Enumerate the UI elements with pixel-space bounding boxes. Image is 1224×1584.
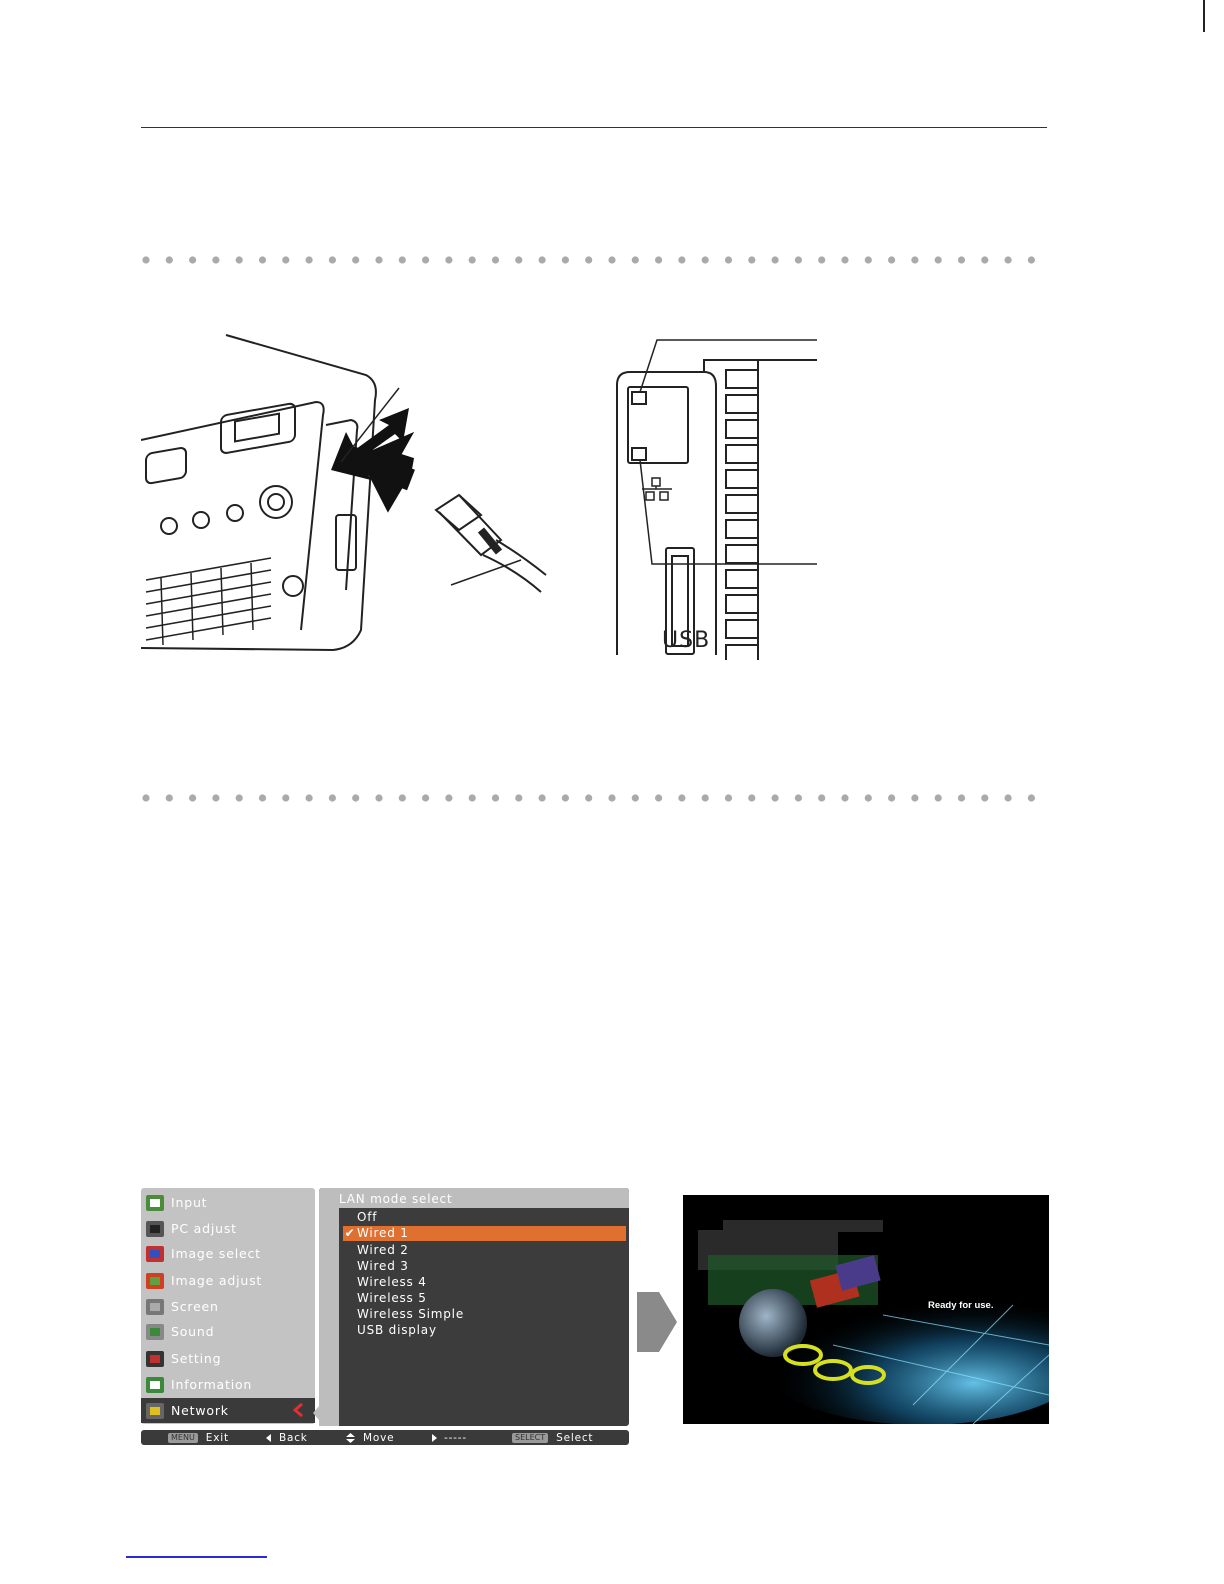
- separator-dot: [981, 256, 988, 263]
- separator-dot: [981, 794, 988, 801]
- menu-item-label: Sound: [171, 1324, 215, 1339]
- separator-dot: [236, 794, 243, 801]
- separator-dot: [958, 256, 965, 263]
- separator-dot: [841, 794, 848, 801]
- separator-dot: [725, 794, 732, 801]
- separator-dot: [306, 256, 313, 263]
- separator-dot: [352, 256, 359, 263]
- screen-icon: [145, 1297, 165, 1317]
- submenu-item-wireless-simple[interactable]: [343, 1307, 626, 1322]
- menu-item-label: Image select: [171, 1246, 261, 1261]
- separator-dot: [678, 256, 685, 263]
- menu-item-information[interactable]: [141, 1372, 315, 1397]
- submenu-panel: [319, 1188, 629, 1426]
- separator-dot: [445, 794, 452, 801]
- select-key-tag: SELECT: [512, 1433, 548, 1443]
- move-hint[interactable]: [346, 1430, 394, 1445]
- submenu-title: LAN mode select: [339, 1192, 453, 1206]
- separator-dot: [818, 256, 825, 263]
- separator-dot: [1028, 794, 1035, 801]
- separator-dot: [655, 794, 662, 801]
- submenu-item-label: USB display: [357, 1323, 437, 1337]
- menu-item-label: Image adjust: [171, 1273, 263, 1288]
- submenu-header: [319, 1188, 629, 1208]
- separator-dot: [375, 794, 382, 801]
- separator-dot: [375, 256, 382, 263]
- next-hint[interactable]: [430, 1430, 467, 1445]
- separator-dot: [515, 256, 522, 263]
- separator-dot: [841, 256, 848, 263]
- separator-dot: [702, 256, 709, 263]
- triangle-left-icon: [265, 1434, 273, 1442]
- separator-dot: [1005, 794, 1012, 801]
- separator-dot: [492, 794, 499, 801]
- select-label: Select: [556, 1431, 594, 1444]
- separator-dot: [725, 256, 732, 263]
- submenu-item-wireless-4[interactable]: [343, 1275, 626, 1290]
- separator-dot: [259, 256, 266, 263]
- separator-dot: [539, 794, 546, 801]
- dotted-separator-top: [141, 255, 1051, 265]
- triangle-right-icon: [430, 1434, 438, 1442]
- dotted-separator-bottom: [141, 793, 1051, 803]
- pc-adjust-icon: [145, 1219, 165, 1239]
- ready-message: Ready for use.: [928, 1300, 994, 1311]
- separator-dot: [422, 794, 429, 801]
- separator-dot: [1028, 256, 1035, 263]
- menu-item-label: Network: [171, 1403, 229, 1418]
- up-down-arrows-icon: [346, 1433, 355, 1443]
- menu-item-label: PC adjust: [171, 1221, 237, 1236]
- separator-dot: [772, 256, 779, 263]
- sound-icon: [145, 1322, 165, 1342]
- separator-dot: [236, 256, 243, 263]
- separator-dot: [818, 794, 825, 801]
- menu-item-label: Input: [171, 1195, 208, 1210]
- separator-dot: [678, 794, 685, 801]
- separator-dot: [958, 794, 965, 801]
- separator-dot: [772, 794, 779, 801]
- separator-dot: [212, 256, 219, 263]
- separator-dot: [702, 794, 709, 801]
- next-label: -----: [444, 1431, 467, 1444]
- separator-dot: [329, 794, 336, 801]
- ready-screen-artwork: [683, 1195, 1049, 1424]
- chevron-left-icon: [293, 1403, 303, 1417]
- menu-item-setting[interactable]: [141, 1346, 315, 1371]
- submenu-item-wireless-5[interactable]: [343, 1291, 626, 1306]
- separator-dot: [469, 256, 476, 263]
- separator-dot: [585, 794, 592, 801]
- main-menu-panel: [141, 1188, 315, 1424]
- projector-rear-illustration: [141, 330, 561, 660]
- menu-key-tag: MENU: [168, 1433, 198, 1443]
- separator-dot: [399, 794, 406, 801]
- submenu-item-label: Wired 3: [357, 1259, 409, 1273]
- separator-dot: [189, 256, 196, 263]
- submenu-item-wired-2[interactable]: [343, 1243, 626, 1258]
- separator-dot: [911, 256, 918, 263]
- separator-dot: [562, 794, 569, 801]
- move-label: Move: [363, 1431, 395, 1444]
- submenu-item-label: Wireless 4: [357, 1275, 427, 1289]
- select-hint[interactable]: [512, 1430, 593, 1445]
- separator-dot: [469, 794, 476, 801]
- separator-dot: [399, 256, 406, 263]
- check-icon: ✔: [344, 1226, 356, 1240]
- separator-dot: [655, 256, 662, 263]
- header-rule: [141, 127, 1047, 128]
- separator-dot: [608, 256, 615, 263]
- image-select-icon: [145, 1244, 165, 1264]
- separator-dot: [492, 256, 499, 263]
- back-hint[interactable]: [265, 1430, 308, 1445]
- separator-dot: [539, 256, 546, 263]
- menu-item-label: Information: [171, 1377, 253, 1392]
- separator-dot: [282, 256, 289, 263]
- menu-bottom-bar: [141, 1430, 629, 1445]
- separator-dot: [935, 256, 942, 263]
- submenu-item-usb-display[interactable]: [343, 1323, 626, 1338]
- separator-dot: [189, 794, 196, 801]
- network-icon: [145, 1401, 165, 1421]
- separator-dot: [166, 794, 173, 801]
- submenu-item-label: Wired 1: [357, 1226, 409, 1240]
- back-label: Back: [279, 1431, 308, 1444]
- submenu-item-label: Off: [357, 1210, 378, 1224]
- menu-item-label: Screen: [171, 1299, 219, 1314]
- exit-label: Exit: [205, 1431, 229, 1444]
- separator-dot: [142, 794, 149, 801]
- setting-icon: [145, 1349, 165, 1369]
- separator-dot: [888, 256, 895, 263]
- footer-link-underline: [126, 1556, 267, 1558]
- exit-hint[interactable]: [168, 1430, 229, 1445]
- separator-dot: [166, 256, 173, 263]
- transition-arrow-icon: [637, 1280, 677, 1364]
- separator-dot: [935, 794, 942, 801]
- separator-dot: [608, 794, 615, 801]
- separator-dot: [865, 794, 872, 801]
- submenu-item-label: Wireless 5: [357, 1291, 427, 1305]
- active-item-pointer: [313, 1405, 320, 1421]
- submenu-item-wired-1[interactable]: [343, 1226, 626, 1241]
- separator-dot: [1005, 256, 1012, 263]
- separator-dot: [282, 794, 289, 801]
- separator-dot: [445, 256, 452, 263]
- separator-dot: [632, 256, 639, 263]
- input-icon: [145, 1193, 165, 1213]
- separator-dot: [142, 256, 149, 263]
- separator-dot: [422, 256, 429, 263]
- separator-dot: [795, 256, 802, 263]
- menu-item-sound[interactable]: [141, 1319, 315, 1344]
- menu-item-input[interactable]: [141, 1190, 315, 1215]
- separator-dot: [748, 256, 755, 263]
- menu-item-pc-adjust[interactable]: [141, 1216, 315, 1241]
- submenu-side-strip: [319, 1208, 339, 1426]
- separator-dot: [795, 794, 802, 801]
- menu-item-screen[interactable]: [141, 1294, 315, 1319]
- separator-dot: [585, 256, 592, 263]
- menu-item-image-adjust[interactable]: [141, 1268, 315, 1293]
- separator-dot: [352, 794, 359, 801]
- separator-dot: [306, 794, 313, 801]
- separator-dot: [515, 794, 522, 801]
- separator-dot: [911, 794, 918, 801]
- separator-dot: [748, 794, 755, 801]
- separator-dot: [212, 794, 219, 801]
- separator-dot: [259, 794, 266, 801]
- submenu-item-off[interactable]: [343, 1210, 626, 1225]
- page-edge-mark: [1203, 0, 1205, 32]
- information-icon: [145, 1375, 165, 1395]
- menu-item-label: Setting: [171, 1351, 222, 1366]
- separator-dot: [329, 256, 336, 263]
- lan-port-detail-illustration: [612, 330, 827, 660]
- submenu-item-label: Wired 2: [357, 1243, 409, 1257]
- usb-port-label: USB: [662, 628, 711, 653]
- submenu-item-wired-3[interactable]: [343, 1259, 626, 1274]
- ready-screen-image: [683, 1195, 1049, 1424]
- separator-dot: [562, 256, 569, 263]
- separator-dot: [865, 256, 872, 263]
- menu-item-image-select[interactable]: [141, 1241, 315, 1266]
- separator-dot: [888, 794, 895, 801]
- menu-item-network[interactable]: [141, 1398, 315, 1423]
- submenu-item-label: Wireless Simple: [357, 1307, 464, 1321]
- image-adjust-icon: [145, 1271, 165, 1291]
- separator-dot: [632, 794, 639, 801]
